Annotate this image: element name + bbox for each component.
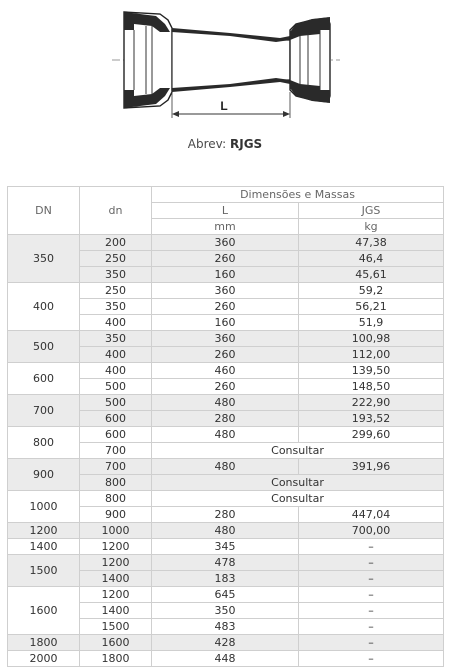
cell-mass: 193,52 — [299, 411, 444, 427]
table-row — [8, 539, 444, 555]
cell-l: 160 — [152, 315, 299, 331]
cell-dn-small: 700 — [80, 459, 152, 475]
cell-dn-small: 600 — [80, 427, 152, 443]
dimension-label: L — [220, 99, 228, 113]
table-row — [8, 363, 444, 379]
cell-l: 360 — [152, 235, 299, 251]
table-body — [8, 235, 444, 667]
cell-consultar: Consultar — [152, 475, 444, 491]
caption — [0, 137, 450, 151]
table-row — [8, 235, 444, 251]
cell-dn-small: 600 — [80, 411, 152, 427]
cell-l: 645 — [152, 587, 299, 603]
cell-l: 483 — [152, 619, 299, 635]
cell-mass: 100,98 — [299, 331, 444, 347]
cell-dn-small: 400 — [80, 363, 152, 379]
cell-dn: 700 — [8, 395, 80, 427]
cell-l: 478 — [152, 555, 299, 571]
cell-l: 428 — [152, 635, 299, 651]
cell-mass: – — [299, 603, 444, 619]
cell-dn-small: 1400 — [80, 603, 152, 619]
cell-l: 480 — [152, 459, 299, 475]
cell-l: 260 — [152, 379, 299, 395]
cell-l: 345 — [152, 539, 299, 555]
cell-mass: – — [299, 571, 444, 587]
cell-dn: 1500 — [8, 555, 80, 587]
cell-l: 360 — [152, 331, 299, 347]
cell-dn-small: 200 — [80, 235, 152, 251]
table-row — [8, 651, 444, 667]
table-row — [8, 635, 444, 651]
caption-code: RJGS — [230, 137, 263, 151]
cell-dn: 1400 — [8, 539, 80, 555]
cell-dn-small: 500 — [80, 395, 152, 411]
cell-mass: 51,9 — [299, 315, 444, 331]
cell-l: 360 — [152, 283, 299, 299]
cell-l: 260 — [152, 347, 299, 363]
cell-dn-small: 1600 — [80, 635, 152, 651]
cell-consultar: Consultar — [152, 491, 444, 507]
table-row — [8, 395, 444, 411]
header-dn-small: dn — [80, 187, 152, 235]
table-row — [8, 491, 444, 507]
cell-dn-small: 700 — [80, 443, 152, 459]
cell-dn-small: 350 — [80, 331, 152, 347]
cell-dn-small: 1200 — [80, 587, 152, 603]
cell-l: 260 — [152, 299, 299, 315]
cell-l: 160 — [152, 267, 299, 283]
cell-l: 480 — [152, 523, 299, 539]
header-mass-unit: kg — [299, 219, 444, 235]
header-l-unit: mm — [152, 219, 299, 235]
cell-consultar: Consultar — [152, 443, 444, 459]
cell-dn: 1600 — [8, 587, 80, 635]
cell-dn: 1000 — [8, 491, 80, 523]
cell-dn-small: 800 — [80, 475, 152, 491]
cell-mass: 148,50 — [299, 379, 444, 395]
cell-dn-small: 400 — [80, 315, 152, 331]
table-row — [8, 427, 444, 443]
cell-dn: 900 — [8, 459, 80, 491]
cell-l: 448 — [152, 651, 299, 667]
cell-dn: 1800 — [8, 635, 80, 651]
cell-dn-small: 1500 — [80, 619, 152, 635]
cell-mass: 112,00 — [299, 347, 444, 363]
cell-l: 260 — [152, 251, 299, 267]
cell-mass: – — [299, 587, 444, 603]
cell-mass: – — [299, 555, 444, 571]
cell-mass: – — [299, 539, 444, 555]
cell-mass: 139,50 — [299, 363, 444, 379]
cell-dn-small: 800 — [80, 491, 152, 507]
reducer-fitting-drawing — [0, 0, 450, 135]
cell-dn-small: 1400 — [80, 571, 152, 587]
cell-dn-small: 400 — [80, 347, 152, 363]
table-row — [8, 459, 444, 475]
cell-dn: 1200 — [8, 523, 80, 539]
cell-dn-small: 900 — [80, 507, 152, 523]
table-row — [8, 283, 444, 299]
cell-mass: 447,04 — [299, 507, 444, 523]
table-row — [8, 523, 444, 539]
cell-l: 280 — [152, 411, 299, 427]
cell-dn-small: 500 — [80, 379, 152, 395]
dimensions-table — [7, 186, 444, 667]
cell-dn: 500 — [8, 331, 80, 363]
cell-mass: 222,90 — [299, 395, 444, 411]
cell-mass: 391,96 — [299, 459, 444, 475]
cell-mass: 59,2 — [299, 283, 444, 299]
cell-l: 350 — [152, 603, 299, 619]
cell-l: 480 — [152, 395, 299, 411]
cell-dn: 2000 — [8, 651, 80, 667]
cell-mass: 46,4 — [299, 251, 444, 267]
cell-dn-small: 1200 — [80, 555, 152, 571]
cell-mass: 299,60 — [299, 427, 444, 443]
cell-dn-small: 350 — [80, 299, 152, 315]
table-row — [8, 331, 444, 347]
cell-dn: 600 — [8, 363, 80, 395]
caption-prefix: Abrev: — [187, 137, 227, 151]
cell-dn-small: 1200 — [80, 539, 152, 555]
cell-dn-small: 1800 — [80, 651, 152, 667]
cell-mass: – — [299, 635, 444, 651]
cell-mass: – — [299, 619, 444, 635]
cell-l: 460 — [152, 363, 299, 379]
cell-l: 183 — [152, 571, 299, 587]
cell-mass: – — [299, 651, 444, 667]
cell-dn-small: 1000 — [80, 523, 152, 539]
cell-mass: 47,38 — [299, 235, 444, 251]
cell-l: 480 — [152, 427, 299, 443]
cell-l: 280 — [152, 507, 299, 523]
cell-dn: 350 — [8, 235, 80, 283]
header-mass: JGS — [299, 203, 444, 219]
cell-dn: 800 — [8, 427, 80, 459]
cell-dn-small: 350 — [80, 267, 152, 283]
table-row — [8, 587, 444, 603]
cell-mass: 700,00 — [299, 523, 444, 539]
cell-dn-small: 250 — [80, 283, 152, 299]
header-l: L — [152, 203, 299, 219]
cell-dn-small: 250 — [80, 251, 152, 267]
header-dn: DN — [8, 187, 80, 235]
cell-mass: 56,21 — [299, 299, 444, 315]
table-row — [8, 555, 444, 571]
cell-mass: 45,61 — [299, 267, 444, 283]
header-group: Dimensões e Massas — [152, 187, 444, 203]
cell-dn: 400 — [8, 283, 80, 331]
